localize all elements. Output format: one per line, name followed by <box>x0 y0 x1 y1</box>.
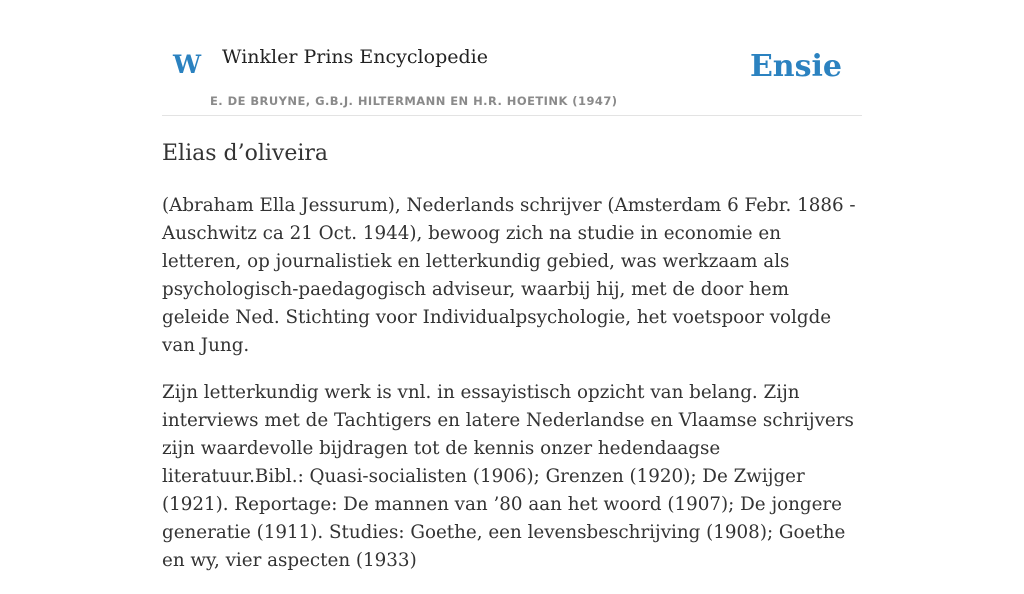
article-paragraph: (Abraham Ella Jessurum), Nederlands schrijver (Amsterdam 6 Febr. 1886 - Auschwitz ca 21 Oct. 1944), bewoog zich na studie in economie en letteren, op journalistiek en letterkundig gebied, was werkzaam als psychologisch-paedagogisch adviseur, waarbij hij, met de door hem geleide Ned. Stichting voor Individualpsychologie, het voetspoor volgde van Jung. <box>162 195 856 356</box>
authors-line: E. DE BRUYNE, G.B.J. HILTERMANN EN H.R. HOETINK (1947) <box>210 94 618 108</box>
article-body <box>162 192 862 594</box>
ensie-logo[interactable]: Ensie <box>749 49 842 84</box>
article-paragraph: Zijn letterkundig werk is vnl. in essayistisch opzicht van belang. Zijn interviews met de Tachtigers en latere Nederlandse en Vlaamse schrijvers zijn waardevolle bijdragen tot de kennis onzer hedendaagse literatuur.Bibl.: Quasi-socialisten (1906); Grenzen (1920); De Zwijger (1921). Reportage: De mannen van ’80 aan het woord (1907); De jongere generatie (1911). Studies: Goethe, een levensbeschrijving (1908); Goethe en wy, vier aspecten (1933) <box>162 382 854 571</box>
encyclopedia-title[interactable]: Winkler Prins Encyclopedie <box>222 46 488 68</box>
article-title: Elias d’oliveira <box>162 141 329 166</box>
site-header <box>162 0 862 116</box>
logo-w-icon[interactable]: W <box>173 50 202 79</box>
